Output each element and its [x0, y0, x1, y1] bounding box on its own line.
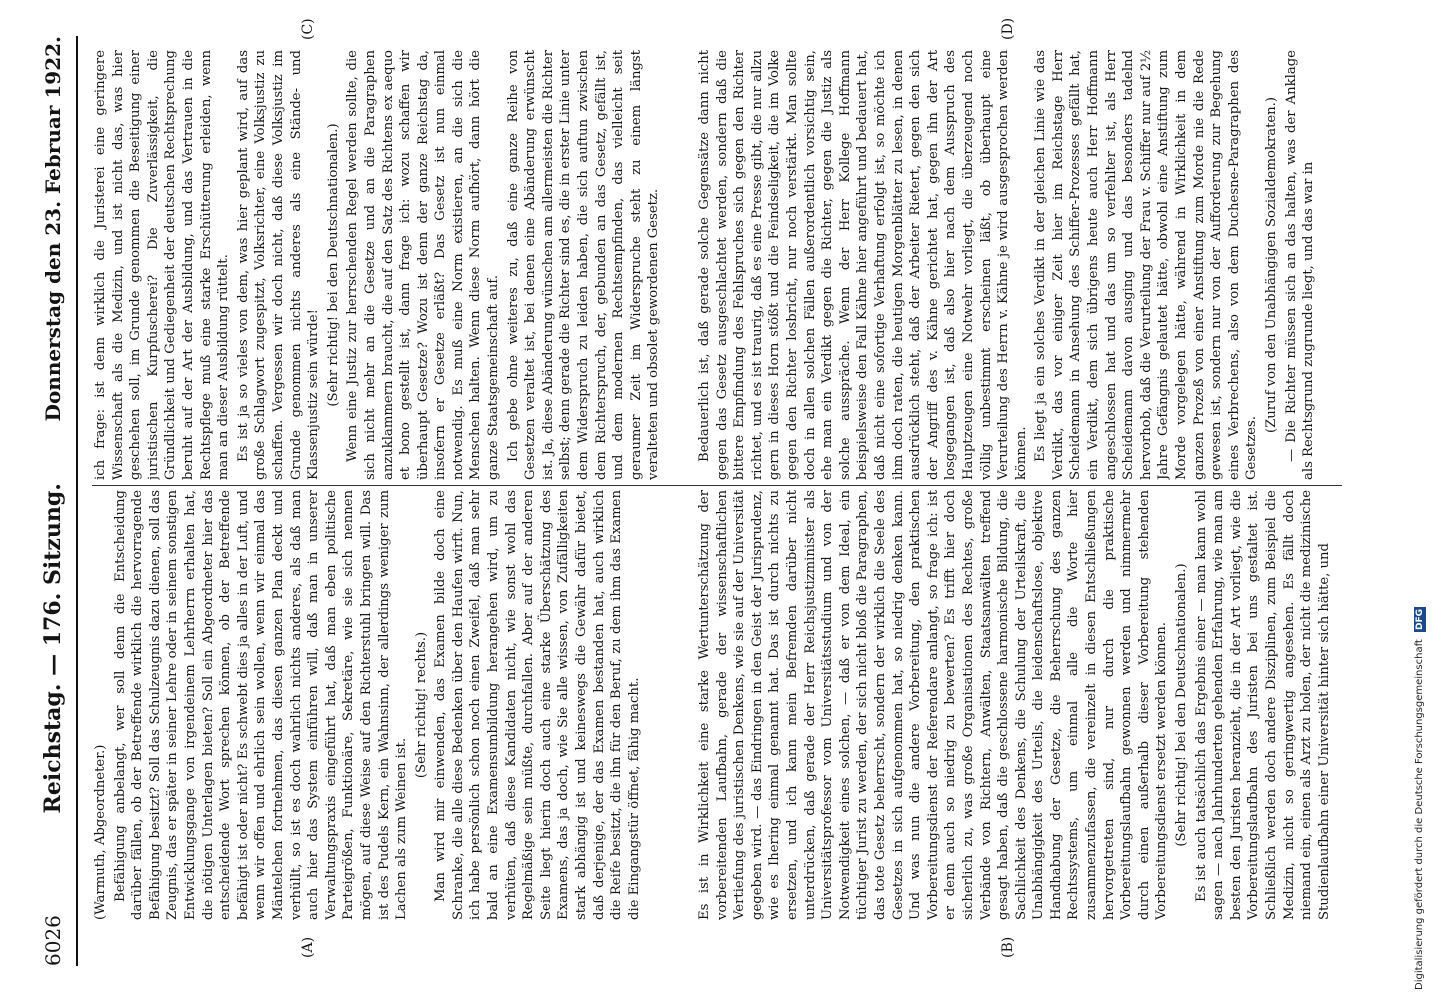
speaker-line: (Warmuth, Abgeordneter.) — [93, 744, 108, 920]
page-header — [40, 36, 78, 966]
column-right-top — [92, 50, 688, 480]
credit-text: Digitalisierung gefördert durch die Deutsche Forschungsgemeinschaft — [1414, 639, 1425, 990]
paragraph: Man wird mir einwenden, das Examen bilde doch eine Schranke, die alle diese Bedenken über den Haufen wirft. Nun, ich habe persönlich schon noch einen Zweifel, daß man sehr bald an eine Examensumbildung herangehen wird, um zu verhüten, daß diese Kandidaten nicht, wie sonst wohl das Regelmäßige sein müßte, durchfallen. Aber auf der anderen Seite liegt hierin doch auch eine starke Überschätzung des Examens, das ja doch, wie Sie alle wissen, von Zufälligkeiten stark abhängig ist und keineswegs die Gewähr dafür bietet, daß derjenige, der das Examen bestanden hat, auch wirklich die Reife besitzt, die ihn für den Beruf, zu dem ihm das Examen die Eingangstür öffnet, fähig macht. — [433, 490, 642, 920]
margin-marker-c: (C) — [300, 18, 316, 40]
interjection: (Sehr richtig! rechts.) — [413, 631, 429, 779]
interjection: (Sehr richtig! bei den Deutschnationalen.) — [325, 123, 341, 407]
column-left-top — [92, 490, 692, 920]
paragraph: Wenn eine Justiz zur herrschenden Regel werden sollte, die sich nicht mehr an die Gesetze und an die Paragraphen anzuklammern braucht, die auf den Satz des Richtens ex aequo et bono gestellt ist, dann frage ich: wozu schaffen wir überhaupt Gesetze? Wozu ist denn der ganze Reichstag da, insofern er Gesetze erläßt? Das Gesetz ist nun einmal notwendig. Es muß eine Norm existieren, an die sich die Menschen halten. Wenn diese Norm aufhört, dann hört die ganze Staatsgemeinschaft auf. — [345, 50, 502, 480]
margin-marker-b: (B) — [1000, 936, 1016, 958]
page-title: Reichstag. — 176. Sitzung. — [40, 483, 66, 814]
session-date: Donnerstag den 23. Februar 1922. — [41, 36, 65, 422]
column-separator — [92, 485, 1342, 486]
column-left-bottom — [696, 490, 1336, 920]
paragraph: Es ist auch tatsächlich das Ergebnis einer — man kann wohl sagen — nach Jahrhunderten gehenden Erfahrung, wie man am besten den Juristen heranzieht, die in der Art vorliegt, wie die Vorbereitungslaufbahn des Juristen bei uns gestaltet ist. Schließlich werden doch andere Disziplinen, zum Beispiel die Medizin, nicht so geringwertig angesehen. Es fällt doch niemand ein, einen als Arzt zu holen, der nicht die medizinische Studienlaufbahn einer Universität hinter sich hätte, und — [1193, 490, 1332, 920]
page-number: 6026 — [41, 915, 65, 966]
paragraph: Bedauerlich ist, daß gerade solche Gegensätze dann nicht gegen das Gesetz ausgeschlachtet werden, sondern daß die bittere Empfindung des Fehlspruches sich gegen den Richter richtet, und es ist traurig, daß es eine Presse gibt, die nur allzu gern in dieses Horn stößt und die Feindseligkeit, die im Volke gegen den Richter losbricht, nur noch verstärkt. Man sollte doch in allen solchen Fällen außerordentlich vorsichtig sein, ehe man ein Verdikt gegen die Richter, gegen die Justiz als solche ausspräche. Wenn der Herr Kollege Hoffmann beispielsweise den Fall Kähne hier angeführt und bedauert hat, daß nicht eine sofortige Verhaftung erfolgt ist, so möchte ich ihm doch raten, die heutigen Morgenblätter zu lesen, in denen ausdrücklich steht, daß der Arbeiter Rietert, gegen den sich der Angriff des v. Kähne gerichtet hat, gegen ihn der Art losgegangen ist, daß also hier nach dem Ausspruch des Hauptzeugen eine Notwehr vorliegt, die überzeugend noch völlig unbestimmt erscheinen läßt, ob überhaupt eine Verurteilung des Herrn v. Kähne je wird ausgesprochen werden können. — [697, 50, 1029, 480]
interjection: (Zuruf von den Unabhängigen Sozialdemokraten.) — [1264, 96, 1279, 434]
paragraph: Es liegt ja ein solches Verdikt in der gleichen Linie wie das Verdikt, das vor einiger Zeit hier im Reichstage Herr Scheidemann in Ansehung des Schiffer-Prozesses gefällt hat, ein Verdikt, dem sich übrigens heute auch Herr Hoffmann angeschlossen hat und das um so verfehlter ist, als Herr Scheidemann davon ausging und das besonders tadelnd hervorhob, daß die Verurteilung der Frau v. Schiffer nur auf 2½ Jahre Gefängnis gelautet hätte, obwohl eine Anstiftung zum Morde vorgelegen hätte, während in Wirklichkeit in dem ganzen Prozeß von einer Anstiftung zum Morde nie die Rede gewesen ist, sondern nur von der Aufforderung zur Begehung eines Verbrechens, also von dem Duchesne-Paragraphen des Gesetzes. — [1033, 50, 1260, 480]
paragraph: Es ist ja so vieles von dem, was hier geplant wird, auf das große Schlagwort zugespitzt, Volksrichter, eine Volksjustiz zu schaffen. Vergessen wir doch nicht, daß diese Volksjustiz im Grunde genommen nichts anderes als eine Stände- und Klassenjustiz sein würde! — [235, 50, 322, 480]
margin-marker-d: (D) — [1000, 17, 1016, 40]
paragraph: Befähigung anbelangt, wer soll denn die Entscheidung darüber fällen, ob der Betreffende wirklich die hervorragende Befähigung besitzt? Soll das Schulzeugnis dazu dienen, soll das Zeugnis, das er später in seiner Lehre oder in seinem sonstigen Entwicklungsgange von irgendeinem Lehrherrn erhalten hat, die nötigen Unterlagen bieten? Soll ein Abgeordneter hier das entscheidende Wort sprechen können, ob der Betreffende befähigt ist oder nicht? Es schwebt dies ja alles in der Luft, und wenn wir offen und ehrlich sein wollen, wenn wir einmal das Mäntelchen fortnehmen, das diesen ganzen Plan deckt und verhüllt, so ist es doch wahrlich nichts anderes, als daß man auch hier das System einführen will, daß man in unserer Verwaltungspraxis eingeführt hat, daß man eben politische Parteigrößen, Funktionäre, Sekretäre, wie sie sich nennen mögen, auf diese Weise auf den Richterstuhl bringen will. Das ist des Pudels Kern, ein Wahnsinn, der allerdings weniger zum Lachen als zum Weinen ist. — [112, 490, 410, 920]
paragraph: Ich gebe ohne weiteres zu, daß eine ganze Reihe von Gesetzen veraltet ist, bei denen eine Abänderung erwünscht ist. Ja, diese Abänderung wünschen am allermeisten die Richter selbst; denn gerade die Richter sind es, die in erster Linie unter dem Widerspruch zu leiden haben, die sich auftun zwischen dem Richterspruch, der, gebunden an das Gesetz, gefällt ist, und dem modernen Rechtsempfinden, das vielleicht seit geraumer Zeit im Widerspruche steht zu einem längst veralteten und obsolet gewordenen Gesetz. — [505, 50, 662, 480]
interjection: (Sehr richtig! bei den Deutschnationalen.) — [1174, 563, 1190, 847]
dfg-logo-icon: DFG — [1415, 608, 1425, 630]
column-right-bottom — [696, 50, 1336, 480]
paragraph: — Die Richter müssen sich an das halten, was der Anklage als Rechtsgrund zugrunde liegt, und das war in — [1283, 50, 1317, 480]
paragraph: ich frage: ist denn wirklich die Juristerei eine geringere Wissenschaft als die Medizin, und ist nicht das, was hier geschehen soll, im Grunde genommen die Beseitigung einer juristischen Kurpfuscherei? Die Zuverlässigkeit, die Gründlichkeit und Gediegenheit der deutschen Rechtsprechung beruht auf der Art der Ausbildung, und das Vertrauen in die Rechtspflege muß eine starke Erschütterung erleiden, wenn man an dieser Ausbildung rüttelt. — [93, 50, 232, 480]
paragraph: Es ist in Wirklichkeit eine starke Wertunterschätzung der vorbereitenden Laufbahn, gerade der wissenschaftlichen Vertiefung des juristischen Denkens, wie sie auf der Universität gegeben wird. — das Eindringen in den Geist der Jurisprudenz, wie es Ihering einmal genannt hat. Das ist durch nichts zu ersetzen, und ich kann mein Befremden darüber nicht unterdrücken, daß gerade der Herr Reichsjustizminister als Universitätsprofessor vom Universitätsstudium und von der Notwendigkeit eines solchen, — daß er von dem Ideal, ein tüchtiger Jurist zu werden, der sich nicht bloß die Paragraphen, das tote Gesetz beherrscht, sondern der wirklich die Seele des Gesetzes in sich aufgenommen hat, so niedrig denken kann. Und was nun die andere Vorbereitung, den praktischen Vorbereitungsdienst der Referendare anlangt, so frage ich: ist er denn auch so niedrig zu bewerten? Es trifft hier doch sicherlich zu, was große Organisationen des Rechtes, große Verbände von Richtern, Anwälten, Staatsanwälten treffend gesagt haben, daß die geschlossene harmonische Bildung, die Sachlichkeit des Denkens, die Schulung der Urteilskraft, die Unabhängigkeit des Urteils, die leidenschaftslose, objektive Handhabung der Gesetze, die Beherrschung des ganzen Rechtssystems, um einmal alle die Worte hier zusammenzufassen, die vereinzelt in diesen Entschließungen hervorgetreten sind, nur durch die praktische Vorbereitungslaufbahn gewonnen werden und nimmermehr durch einen außerhalb dieser Vorbereitung stehenden Vorbereitungsdienst ersetzt werden können. — [697, 490, 1170, 920]
digitization-credit — [1414, 10, 1432, 990]
margin-marker-a: (A) — [300, 936, 316, 958]
